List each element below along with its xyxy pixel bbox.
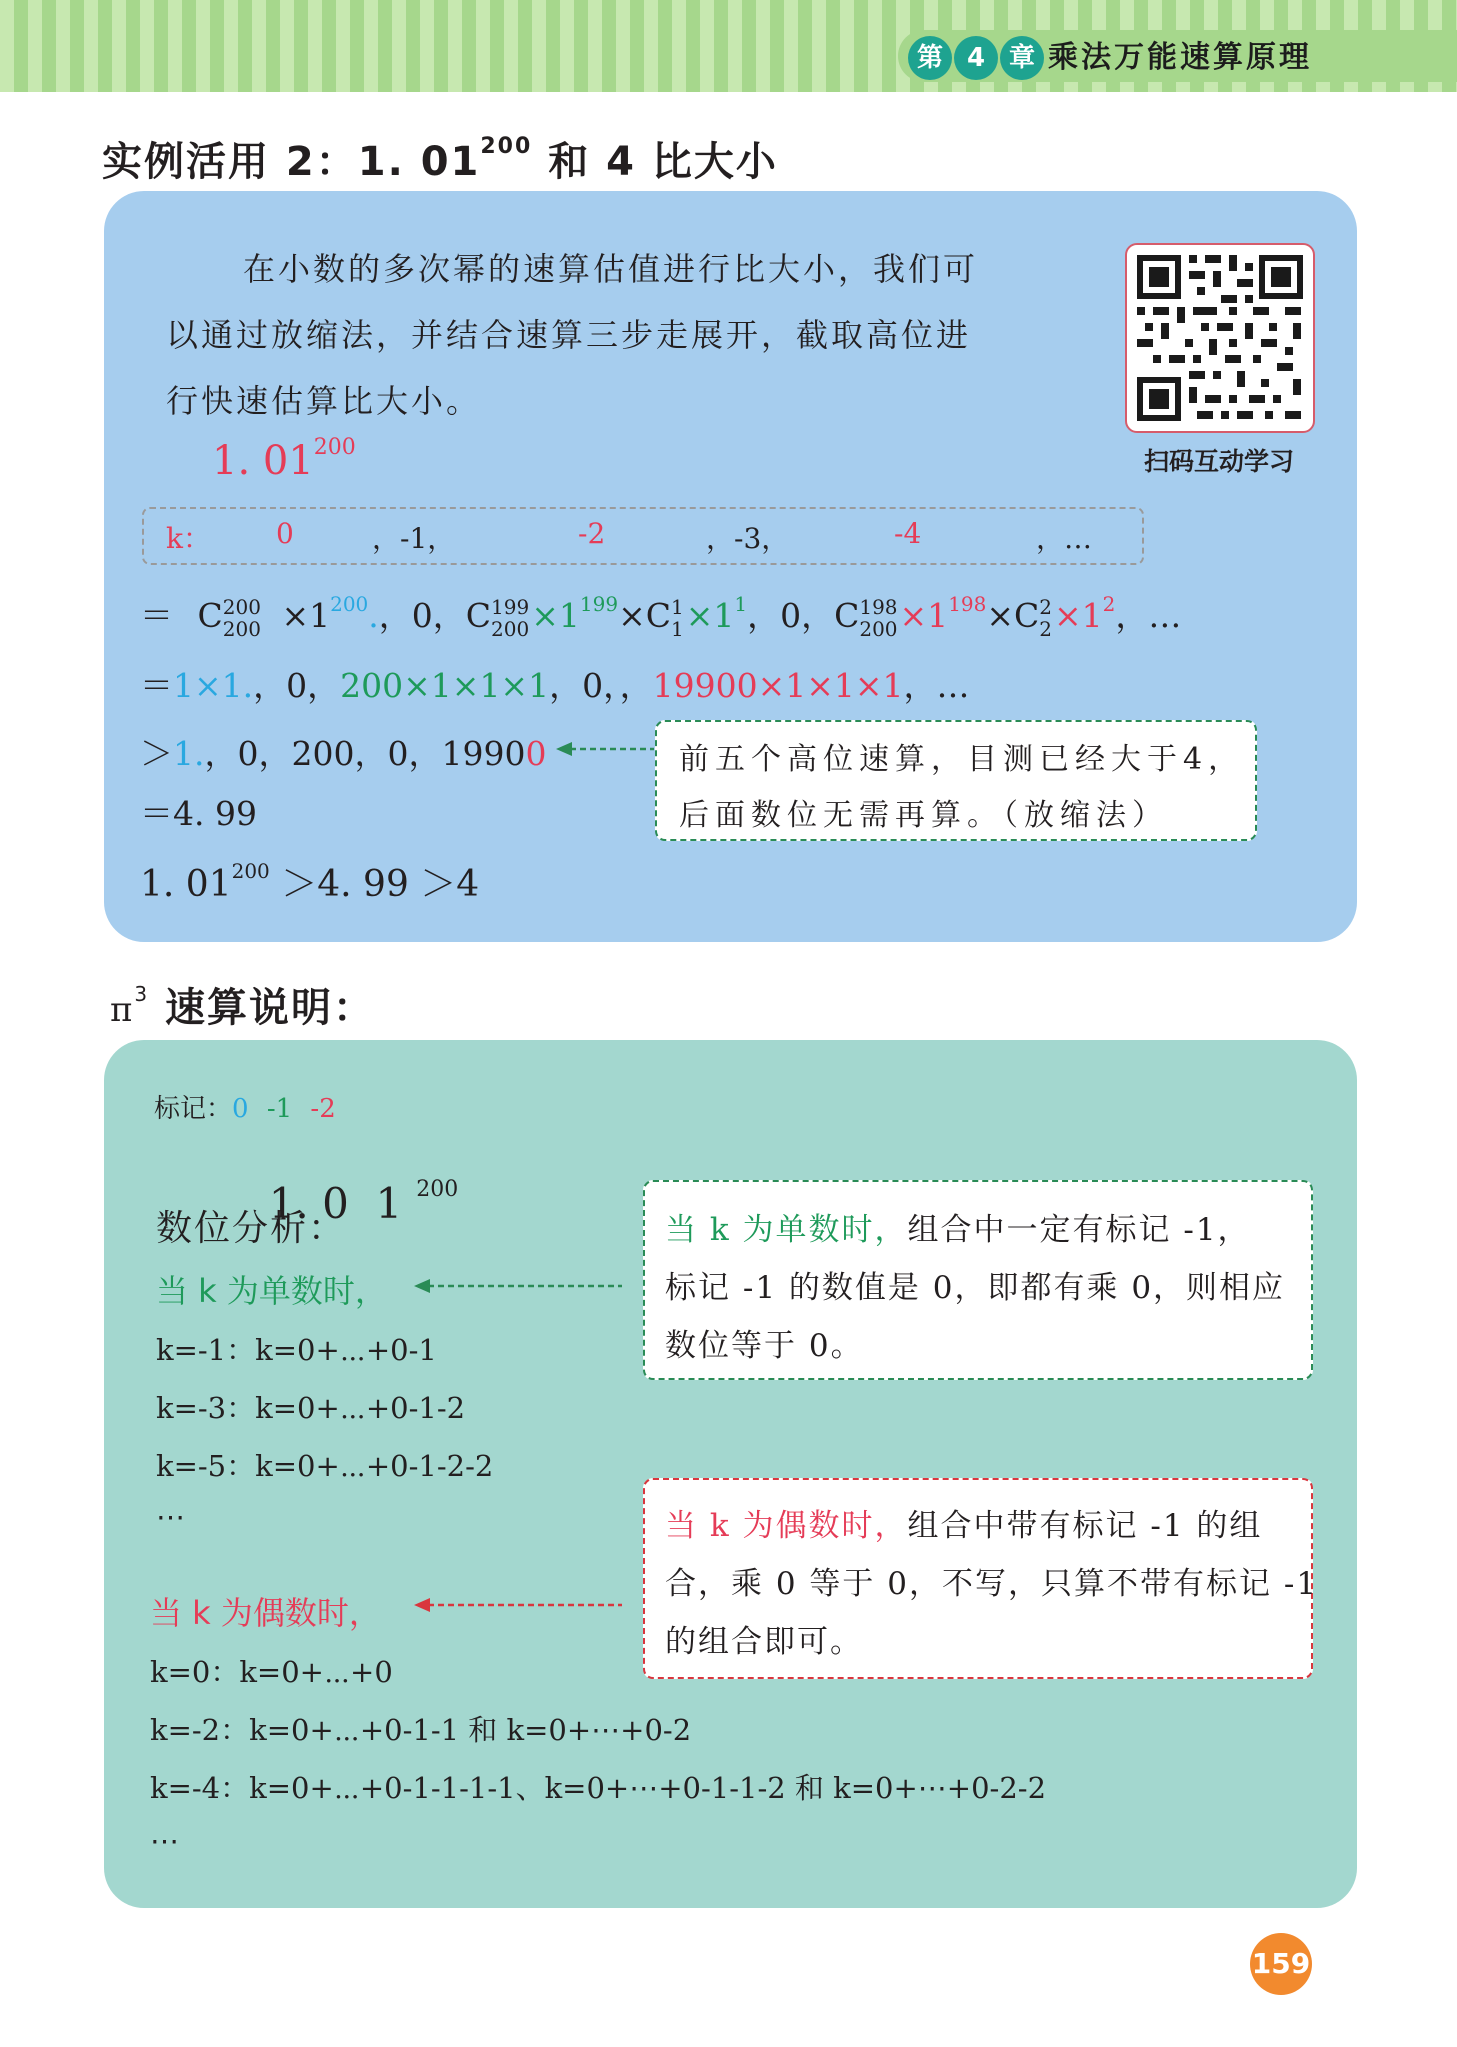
odd-note-line-1 [665,1204,1251,1249]
c3-sup: 1 [670,595,684,619]
line2-c: 200×1×1×1 [340,666,550,705]
line1-term2: ×1 [531,596,580,635]
example-heading-suffix: 和 4 比大小 [548,139,778,185]
c4-sub: 200 [859,617,898,641]
even-line-3: k=-4：k=0+⋯+0-1-1-1-1、k=0+⋯+0-1-1-2 和 k=0+⋯+0-2-2 [150,1771,1047,1805]
line1-term1: ×1 [281,596,331,635]
base-expression [212,435,356,484]
note-arrow [556,734,656,764]
line1-eq: ＝ [140,596,173,635]
line1-sep2: ，0，C [747,596,860,635]
pi-heading [110,976,375,1033]
odd-line-1: k=-1：k=0+⋯+0-1 [156,1333,437,1367]
marks-row [154,1088,336,1125]
odd-note-line-3: 数位等于 0。 [665,1328,864,1364]
line1-term2c: ×1 [685,596,735,635]
line2-b: ，0， [253,666,341,705]
odd-line-4: ⋯ [156,1500,185,1534]
even-line-2: k=-2：k=0+⋯+0-1-1 和 k=0+⋯+0-2 [150,1713,692,1747]
k-label: k： [166,522,211,555]
mark-1: -1 [266,1094,293,1124]
line1-term3: ×1 [899,596,949,635]
even-line-4: ⋯ [150,1824,179,1858]
conclusion-exp: 200 [231,859,270,883]
even-note-line-1 [665,1500,1262,1545]
c2-sub: 200 [491,617,530,641]
conclusion-rest: ＞4. 99 ＞4 [281,864,480,905]
mark-0: 0 [232,1094,249,1124]
conclusion [140,856,479,907]
line1-term2c-exp: 1 [734,592,748,616]
line1-tail: ，… [1115,596,1182,635]
page-number: 159 [1250,1933,1312,1995]
example-heading-text: 实例活用 2：1. 01 [102,139,481,185]
example-heading [102,130,778,187]
base-value: 1. 01 [212,438,314,484]
even-note-line-1-rest: 组合中带有标记 -1 的组 [907,1508,1263,1544]
k-value-0: 0 [276,517,294,550]
c1-sub: 200 [222,617,261,641]
k-value-4: -4 [894,517,922,550]
line1-term2-exp: 199 [579,592,619,616]
analysis-title: 数位分析： [156,1208,347,1249]
odd-note [643,1180,1313,1380]
digits-exponent: 200 [416,1177,459,1202]
estimation-note-line-2: 后面数位无需再算。（放缩法） [679,798,1168,833]
k-value-1: ，-1， [372,522,456,555]
line3-gt: ＞ [140,734,173,773]
line2-a-dot: . [242,666,254,705]
odd-arrow [414,1271,624,1301]
line3-b: ，0，200，0，1990 [204,734,526,773]
line1-term1-exp: 200 [330,592,369,616]
line3-a: 1 [173,734,194,773]
line3-a-dot: . [194,734,205,773]
even-note-highlight: 当 k 为偶数时， [665,1508,908,1544]
k-value-3: ，-3， [706,522,790,555]
k-value-5: ，… [1036,522,1093,555]
even-note [643,1478,1319,1679]
k-value-2: -2 [578,517,606,550]
c5-sub: 2 [1039,617,1053,641]
marks-label: 标记： [154,1094,233,1124]
odd-line-3: k=-5：k=0+⋯+0-1-2-2 [156,1449,494,1483]
line2-e: 19900×1×1×1 [652,666,904,705]
base-exponent: 200 [313,435,356,460]
pi-heading-text: 速算说明： [165,985,376,1031]
c5-sup: 2 [1039,595,1053,619]
line1-term3c: ×1 [1054,596,1103,635]
odd-line-2: k=-3：k=0+⋯+0-1-2 [156,1391,466,1425]
line2-f: ，… [903,666,970,705]
line2-d: ，0，， [549,666,653,705]
estimation-note [655,720,1257,841]
example-heading-exp: 200 [480,134,533,159]
pi-heading-symbol: π [110,990,135,1030]
chapter-prefix: 第 [908,36,952,80]
line1-term3b: ×C [986,596,1040,635]
intro-line-1: 在小数的多次幂的速算估值进行比大小，我们可 [243,250,979,288]
expansion-line-3 [140,728,546,775]
expansion-line-2 [140,660,970,707]
intro-line-2: 以通过放缩法，并结合速算三步走展开，截取高位进 [166,316,972,354]
conclusion-base: 1. 01 [140,864,232,905]
c2-sup: 199 [491,595,530,619]
qr-caption: 扫码互动学习 [1143,447,1294,476]
c3-sub: 1 [670,617,684,641]
line1-sep1: ，0，C [378,596,492,635]
even-note-line-3: 的组合即可。 [665,1624,863,1660]
line2-eq: ＝ [140,666,173,705]
pi-heading-exp: 3 [134,982,150,1006]
odd-label: 当 k 为单数时， [156,1272,387,1310]
line3-c: 0 [525,734,547,773]
expansion-line-4: ＝4. 99 [140,794,257,833]
line1-term3c-exp: 2 [1102,592,1116,616]
chapter-number: 4 [954,36,998,80]
c4-sup: 198 [859,595,898,619]
intro-line-3: 行快速估算比大小。 [166,382,482,420]
qr-code[interactable] [1125,243,1315,433]
even-note-line-2: 合，乘 0 等于 0，不写，只算不带有标记 -1 [665,1566,1319,1602]
even-label: 当 k 为偶数时， [150,1594,381,1632]
even-arrow [414,1590,624,1620]
expansion-line-1: ＝ C 200 200 $\times 1^{200}$.，0，C 199 200 $\times 1^{199}\times C$ 1 1 $\times 1^1$，0，C 198 200 $\times 1^{198}\times C$ 2 2 $\times 1^2$，… [140,592,1182,641]
qr-code-icon [1127,245,1313,431]
header-scallop [0,82,1457,102]
odd-note-line-2: 标记 -1 的数值是 0，即都有乘 0，则相应 [665,1270,1286,1306]
chapter-title: 乘法万能速算原理 [1048,40,1312,75]
estimation-note-line-1: 前五个高位速算，目测已经大于4， [679,742,1245,777]
odd-note-highlight: 当 k 为单数时， [665,1212,908,1248]
chapter-suffix: 章 [1000,36,1044,80]
c1-sup: 200 [222,595,261,619]
even-line-1: k=0：k=0+⋯+0 [150,1655,393,1689]
line1-term2b: ×C [618,596,671,635]
odd-note-line-1-rest: 组合中一定有标记 -1， [907,1212,1251,1248]
line1-dot: . [368,596,379,635]
line1-term3-exp: 198 [948,592,987,616]
mark-2: -2 [310,1094,336,1124]
digits-value: 1. 0 1 [268,1179,403,1228]
line2-a: 1×1 [173,666,243,705]
